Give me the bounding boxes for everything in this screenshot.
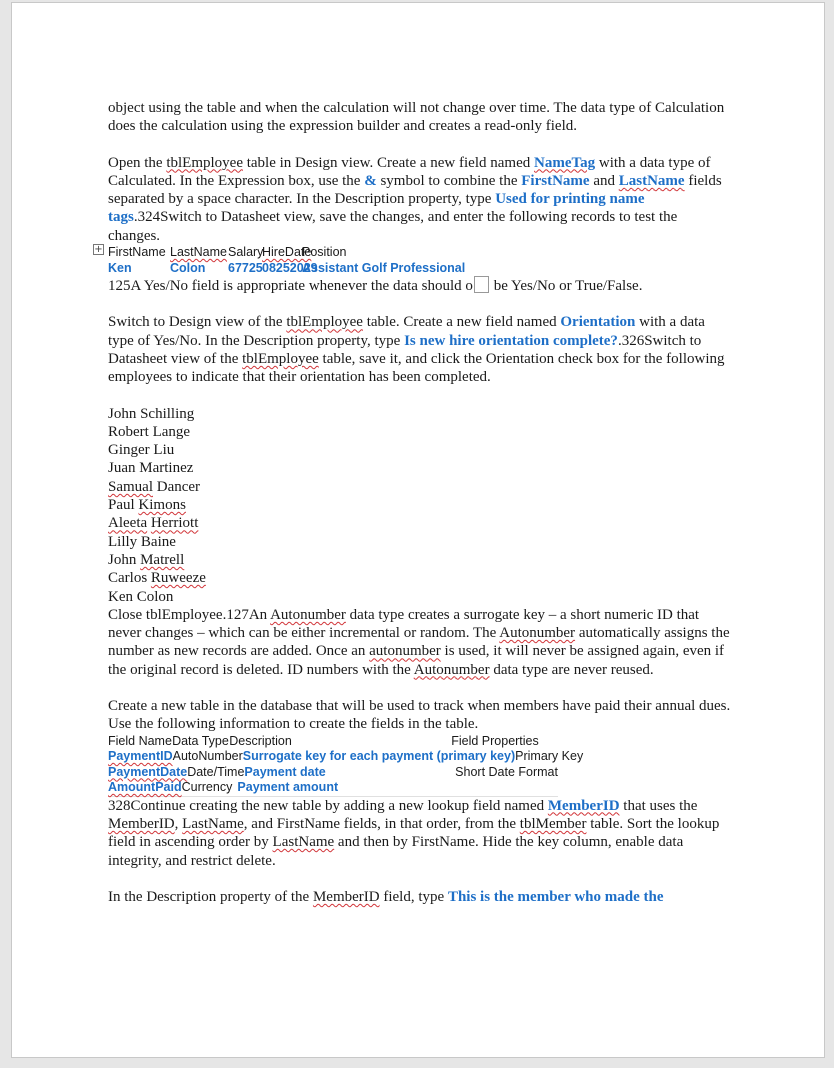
highlight-memberid: MemberID (547, 797, 620, 814)
spelling-flag[interactable]: Autonumber (499, 625, 576, 642)
header-field-properties: Field Properties (451, 733, 539, 748)
table-row (108, 765, 558, 781)
cell-hiredate: 08252029 (262, 260, 318, 275)
list-item: Paul Kimons (108, 497, 186, 514)
cell-description: Payment date (244, 764, 326, 779)
list-item: Carlos Ruweeze (108, 570, 206, 587)
cell-description: Surrogate key for each payment (primary key) (242, 749, 516, 764)
list-item: Ken Colon (108, 588, 174, 605)
document-body[interactable] (94, 99, 732, 906)
table-row (108, 780, 558, 796)
highlight-nametag: NameTag (534, 154, 596, 171)
list-item: John Schilling (108, 405, 195, 422)
list-item: Juan Martinez (108, 460, 194, 477)
highlight-ampersand: & (364, 172, 377, 189)
cell-salary: 67725 (228, 260, 263, 275)
cell-field-properties (454, 780, 558, 796)
spelling-flag[interactable]: tblEmployee (286, 314, 363, 331)
cell-field-name: PaymentDate (108, 764, 188, 779)
spelling-flag[interactable]: Autonumber (270, 606, 346, 623)
spelling-flag[interactable]: Ruweeze (150, 570, 206, 587)
paragraph-lookup-field: 328Continue creating the new table by adding a new lookup field named MemberID that uses the MemberID, LastName, and FirstName fields, in that order, from the tblMember table. Sort the lookup field in ascending order by LastName and then by FirstName. Hide the key column, enable data integrity, and restrict delete. (108, 797, 720, 869)
header-field-name: Field Name (108, 733, 172, 748)
list-item (108, 514, 732, 532)
spelling-flag[interactable]: Kimons (138, 497, 186, 514)
cell-description: Payment amount (237, 780, 339, 795)
employee-record-table (94, 244, 732, 276)
table-row (108, 749, 584, 765)
paragraph-calculated-intro: object using the table and when the calculation will not change over time. The data type of Calculation does the calculation using the expression builder and creates a read-only field. (108, 100, 725, 135)
cell-data-type: Date/Time (187, 764, 245, 779)
list-item: Lilly Baine (108, 533, 176, 550)
highlight-orientation: Orientation (560, 314, 636, 331)
paragraph-member-description: In the Description property of the MemberID field, type This is the member who made the (108, 888, 664, 905)
spelling-flag[interactable]: autonumber (369, 643, 441, 660)
field-definition-table (108, 733, 584, 797)
highlight-member-description: This is the member who made the (447, 888, 664, 905)
header-description: Description (229, 733, 292, 748)
header-position: Position (302, 245, 347, 260)
paragraph-spacer (108, 679, 732, 697)
paragraph-spacer (108, 387, 732, 405)
header-salary: Salary (228, 245, 264, 260)
employee-name-list (108, 405, 732, 606)
table-move-handle-icon[interactable]: + (94, 244, 103, 256)
header-firstname: FirstName (108, 245, 166, 260)
cell-data-type: AutoNumber (172, 749, 243, 764)
paragraph-autonumber: Close tblEmployee.127An Autonumber data type creates a surrogate key – a short numeric ID that never changes – which can be either incremental or random. The Autonumber automatically assigns the number as new records are added. Once an autonumber is used, it will never be assigned again, even if the original record is deleted. ID numbers with the Autonumber data type are never reused. (108, 606, 730, 678)
cell-field-properties: Short Date Format (455, 764, 558, 779)
spelling-flag[interactable]: Samual (108, 478, 153, 495)
table-row (108, 261, 732, 277)
cell-field-name: PaymentID (108, 749, 173, 764)
list-item: John Matrell (108, 551, 185, 568)
header-hiredate: HireDate (262, 245, 312, 260)
cell-data-type: Currency (181, 780, 233, 795)
paragraph-nametag-instructions: Open the tblEmployee table in Design view. Create a new field named NameTag with a data type of Calculated. In the Expression box, use the & symbol to combine the FirstName and LastName fields separated by a space character. In the Description property, type Used for printing name tags.324Switch to Datasheet view, save the changes, and enter the following records to test the changes. (108, 154, 722, 244)
cell-lastname: Colon (170, 260, 206, 275)
list-item: Robert Lange (108, 423, 191, 440)
cell-field-properties: Primary Key (515, 749, 584, 764)
highlight-orientation-description: Is new hire orientation complete? (404, 332, 618, 349)
highlight-name-tags: Used for printing name tags (108, 191, 645, 226)
paragraph-spacer (108, 295, 732, 313)
paragraph-create-table: Create a new table in the database that will be used to track when members have paid their annual dues. Use the following information to create the fields in the table. (108, 698, 731, 733)
cell-position: Assistant Golf Professional (302, 260, 466, 275)
header-data-type: Data Type (172, 733, 229, 748)
paragraph-spacer (108, 870, 732, 888)
highlight-lastname: LastName (618, 172, 685, 189)
list-item: Samual Dancer (108, 478, 201, 495)
spelling-flag[interactable]: Herriott (150, 515, 199, 532)
spelling-flag[interactable]: MemberID (108, 815, 175, 832)
spelling-flag[interactable]: MemberID (312, 888, 380, 905)
paragraph-yesno: 125A Yes/No field is appropriate whenever the data should o be Yes/No or True/False. (108, 278, 643, 295)
spelling-flag[interactable]: Autonumber (413, 661, 490, 678)
spelling-flag[interactable]: Matrell (140, 551, 185, 568)
paragraph-orientation-instructions: Switch to Design view of the tblEmployee table. Create a new field named Orientation with a data type of Yes/No. In the Description property, type Is new hire orientation complete?.326Switch to Datasheet view of the tblEmployee table, save it, and click the Orientation check box for the following employees to indicate that their orientation has been completed. (108, 314, 725, 386)
table-header-row (108, 245, 732, 261)
table-header-row (108, 734, 558, 750)
content-control-box[interactable] (474, 276, 489, 293)
cell-field-name: AmountPaid (108, 780, 182, 795)
spelling-flag[interactable]: tblMember (519, 815, 587, 832)
spelling-flag[interactable]: tblEmployee (166, 154, 243, 171)
spelling-flag[interactable]: LastName (182, 815, 244, 832)
document-page (11, 2, 825, 1058)
paragraph-spacer (108, 136, 732, 154)
header-lastname: LastName (170, 245, 227, 260)
spelling-flag[interactable]: Aleeta (108, 515, 148, 532)
cell-firstname: Ken (108, 260, 132, 275)
spelling-flag[interactable]: tblEmployee (242, 350, 319, 367)
spelling-flag[interactable]: LastName (272, 834, 335, 851)
list-item: Ginger Liu (108, 442, 175, 459)
highlight-firstname: FirstName (521, 172, 590, 189)
